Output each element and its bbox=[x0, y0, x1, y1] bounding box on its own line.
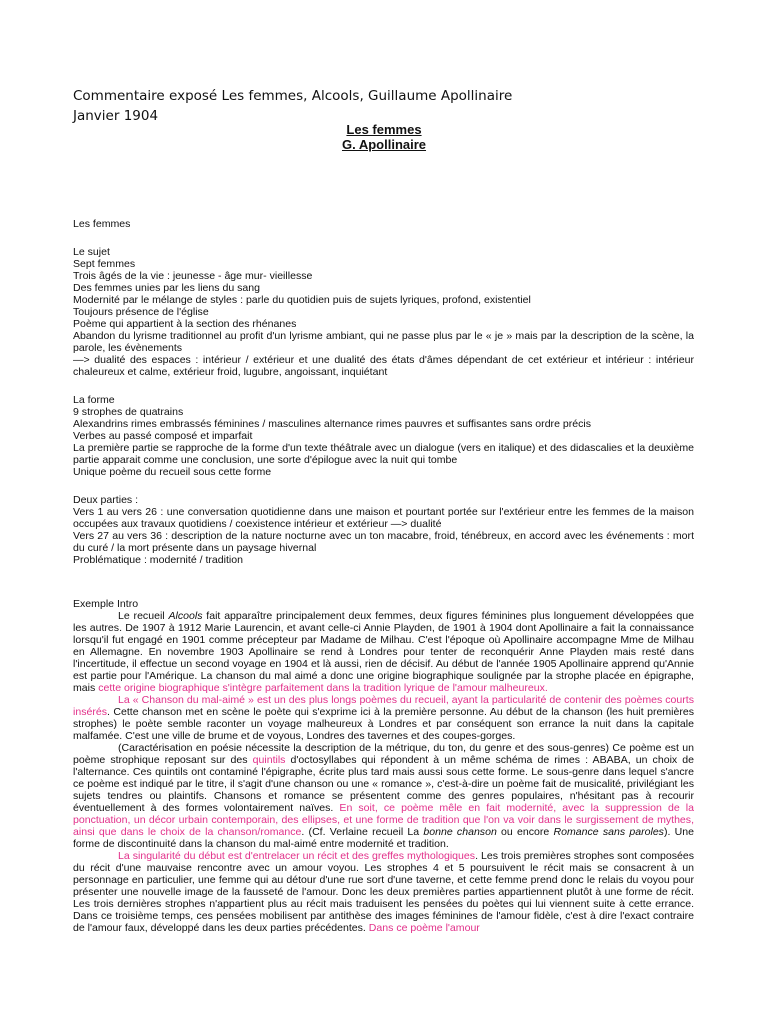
sujet-item: Trois âgés de la vie : jeunesse - âge mur- vieillesse bbox=[73, 270, 313, 282]
forme-item: 9 strophes de quatrains bbox=[73, 406, 184, 418]
problematique: Problématique : modernité / tradition bbox=[73, 554, 244, 566]
italic-run: Romance sans paroles bbox=[553, 826, 664, 838]
document-title bbox=[0, 122, 768, 152]
forme-paragraph: La première partie se rapproche de la forme d'un texte théâtrale avec un dialogue (vers en italique) et des didascalies et la deuxième partie apparait comme une conclusion, une sorte d'épilogue avec la nuit qui tombe bbox=[73, 442, 694, 466]
parties-heading: Deux parties : bbox=[73, 494, 139, 506]
section-parties bbox=[73, 494, 694, 566]
intro-heading: Exemple Intro bbox=[73, 598, 139, 610]
highlight-run: cette origine biographique s'intègre parfaitement dans la tradition lyrique de l'amour malheureux. bbox=[98, 682, 548, 694]
text-run: (Caractérisation en poésie nécessite la description de la métrique, du ton, du genre et des sous-genres) Ce poème est un poème strophique reposant sur des bbox=[73, 742, 694, 766]
italic-run: Alcools bbox=[168, 610, 203, 622]
intro-paragraph-4 bbox=[73, 850, 694, 934]
sujet-item: Des femmes unies par les liens du sang bbox=[73, 282, 261, 294]
sujet-item: Poème qui appartient à la section des rhénanes bbox=[73, 318, 297, 330]
section-intro bbox=[73, 598, 694, 934]
intro-paragraph-1 bbox=[73, 610, 694, 694]
parties-paragraph: Vers 1 au vers 26 : une conversation quotidienne dans une maison et pourtant portée sur l'extérieur entre les femmes de la maison occupées aux travaux quotidiens / coexistence intérieur et extérieur —> dualité bbox=[73, 506, 694, 530]
document-header bbox=[73, 86, 512, 126]
text-run: d'octosyllabes qui répondent à un même schéma de rimes : ABABA, un choix de l'alternance. Ces quintils ont contaminé l'épigraphe, écrite plus tard mais aussi sous cette forme. Le sous-genre dans lequel s'ancre ce poème est indiqué par le titre, il s'agit d'une chanson ou une « romance », c'est-à-dire un poème fait de musicalité, privilégiant les sujets tendres ou plaintifs. Chansons et romance se présentent comme des genres populaires, n'hésitant pas à recourir éventuellement à des formes volontairement naïves. bbox=[73, 754, 694, 814]
forme-item: Unique poème du recueil sous cette forme bbox=[73, 466, 272, 478]
sujet-paragraph: Abandon du lyrisme traditionnel au profit d'un lyrisme ambiant, qui ne passe plus par le « je » mais par la description de la scène, la parole, les évènements bbox=[73, 330, 694, 354]
sujet-paragraph: —> dualité des espaces : intérieur / extérieur et une dualité des états d'âmes dépendant de cet extérieur et intérieur : intérieur chaleureux et calme, extérieur froid, lugubre, angoissant, inquiétant bbox=[73, 354, 694, 378]
title-line-2: G. Apollinaire bbox=[341, 137, 427, 152]
text-run: Le recueil bbox=[118, 610, 169, 622]
parties-paragraph: Vers 27 au vers 36 : description de la nature nocturne avec un ton macabre, froid, ténébreux, en accord avec les événements : mort du curé / la mort présente dans un paysage hivernal bbox=[73, 530, 694, 554]
forme-item: Alexandrins rimes embrassés féminines / masculines alternance rimes pauvres et suffisantes sans ordre précis bbox=[73, 418, 591, 430]
sujet-item: Toujours présence de l'église bbox=[73, 306, 209, 318]
highlight-run: quintils bbox=[252, 754, 286, 766]
forme-item: Verbes au passé composé et imparfait bbox=[73, 430, 253, 442]
section-forme bbox=[73, 394, 694, 478]
header-line-2: Janvier 1904 bbox=[73, 108, 159, 124]
header-line-1: Commentaire exposé Les femmes, Alcools, Guillaume Apollinaire bbox=[73, 88, 513, 104]
text-run: ou encore bbox=[496, 826, 554, 838]
text-run: . (Cf. Verlaine recueil La bbox=[301, 826, 424, 838]
highlight-run: En soit, ce poème mêle en fait modernité, avec la suppression de la ponctuation, un décor urbain contemporain, des ellipses, et une forme de tradition que l'on va voir dans le surgissement de mythes, ainsi que dans le choix de la chanson/romance bbox=[73, 802, 694, 838]
highlight-run: La « Chanson du mal-aimé » est un des plus longs poèmes du recueil, ayant la particularité de contenir des poèmes courts insérés bbox=[73, 694, 694, 718]
title-line-1: Les femmes bbox=[346, 122, 422, 137]
italic-run: bonne chanson bbox=[423, 826, 497, 838]
section-sujet bbox=[73, 246, 694, 378]
text-run: ). Une forme de discontinuité dans la chanson du mal-aimé entre modernité et tradition. bbox=[73, 826, 694, 850]
text-run: . Les trois premières strophes sont composées du récit d'une mauvaise rencontre avec un amour voyou. Les strophes 4 et 5 poursuivent le récit mais se consacrent à un personnage en particulier, une femme qui au détour d'une rue sort d'une taverne, et cette femme prend donc le relais du voyou pour présenter une nouvelle image de la fausseté de l'amour. Donc les deux premières parties appartiennent plutôt à une forme de récit. Les trois dernières strophes n'appartient plus au récit mais traduisent les pensées du poètes qui lui viennent suite à cette errance. Dans ce troisième temps, ces pensées mobilisent par antithèse des images féminines de l'amour fidèle, c'est à dire l'exact contraire de l'amour faux, développé dans les deux parties précédentes. bbox=[73, 850, 695, 934]
text-run: . Cette chanson met en scène le poète qui s'exprime ici à la première personne. Au début de la chanson (les huit premières strophes) le poète semble raconter un voyage malheureux à Londres et par conséquent son errance la nuit dans la capitale malfamée. C'est une ville de brume et de voyous, Londres des tavernes et des coupes-gorges. bbox=[73, 706, 694, 742]
intro-paragraph-3 bbox=[73, 742, 694, 850]
forme-heading: La forme bbox=[73, 394, 115, 406]
sujet-item: Sept femmes bbox=[73, 258, 136, 270]
highlight-run: Dans ce poème l'amour bbox=[368, 922, 480, 934]
intro-paragraph-2 bbox=[73, 694, 694, 742]
sujet-heading: Le sujet bbox=[73, 246, 110, 258]
section-les-femmes: Les femmes bbox=[73, 218, 131, 230]
highlight-run: La singularité du début est d'entrelacer un récit et des greffes mythologiques bbox=[118, 850, 476, 862]
text-run: fait apparaître principalement deux femmes, deux figures féminines plus longuement développées que les autres. De 1907 à 1912 Marie Laurencin, et avant celle-ci Annie Playden, de 1901 à 1904 dont Apollinaire a fait la connaissance lorsqu'il fut engagé en 1901 comme précepteur par Madame de Milhau. C'est l'époque où Apollinaire accompagne Mme de Milhau en Allemagne. En novembre 1903 Apollinaire se rend à Londres pour tenter de reconquérir Anne Playden mais resté dans l'incertitude, il effectue un second voyage en 1904 et là aussi, rien de décisif. Au début de l'année 1905 Apollinaire apprend qu'Annie est partie pour l'Amérique. La chanson du mal aimé a donc une origine biographique soulignée par la strophe placée en épigraphe, mais bbox=[73, 610, 694, 694]
sujet-item: Modernité par le mélange de styles : parle du quotidien puis de sujets lyriques, profond, existentiel bbox=[73, 294, 531, 306]
